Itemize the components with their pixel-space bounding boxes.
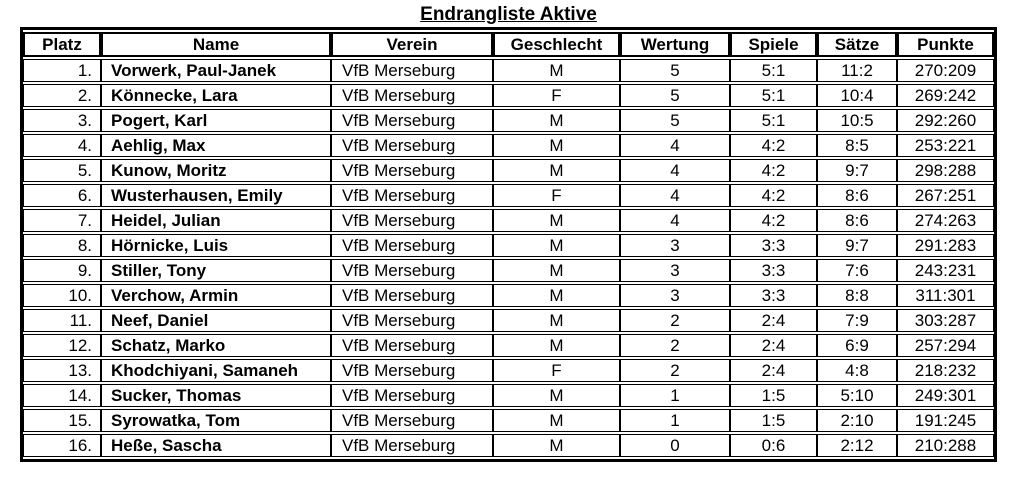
cell-verein: VfB Merseburg (331, 184, 493, 207)
cell-spiele: 3:3 (730, 259, 817, 282)
table-row (23, 234, 994, 257)
cell-wertung: 2 (620, 309, 730, 332)
cell-saetze: 10:5 (817, 109, 897, 132)
cell-saetze: 8:6 (817, 184, 897, 207)
cell-spiele: 2:4 (730, 334, 817, 357)
cell-geschlecht: M (493, 434, 620, 457)
cell-wertung: 1 (620, 384, 730, 407)
cell-saetze: 8:6 (817, 209, 897, 232)
document-title: Endrangliste Aktive (420, 4, 597, 25)
cell-punkte: 270:209 (897, 59, 994, 82)
cell-platz: 13. (23, 359, 101, 382)
cell-saetze: 7:6 (817, 259, 897, 282)
table-row (23, 334, 994, 357)
cell-geschlecht: M (493, 409, 620, 432)
cell-wertung: 3 (620, 284, 730, 307)
table-row (23, 409, 994, 432)
column-header-punkte: Punkte (897, 32, 994, 57)
cell-name: Kunow, Moritz (101, 159, 331, 182)
cell-geschlecht: M (493, 59, 620, 82)
cell-name: Schatz, Marko (101, 334, 331, 357)
cell-saetze: 2:12 (817, 434, 897, 457)
cell-punkte: 274:263 (897, 209, 994, 232)
cell-platz: 2. (23, 84, 101, 107)
cell-geschlecht: M (493, 309, 620, 332)
cell-spiele: 1:5 (730, 409, 817, 432)
cell-name: Wusterhausen, Emily (101, 184, 331, 207)
cell-verein: VfB Merseburg (331, 359, 493, 382)
cell-saetze: 8:5 (817, 134, 897, 157)
cell-spiele: 3:3 (730, 284, 817, 307)
cell-verein: VfB Merseburg (331, 159, 493, 182)
table-row (23, 259, 994, 282)
cell-wertung: 5 (620, 84, 730, 107)
cell-saetze: 10:4 (817, 84, 897, 107)
cell-platz: 4. (23, 134, 101, 157)
cell-saetze: 2:10 (817, 409, 897, 432)
cell-platz: 14. (23, 384, 101, 407)
cell-spiele: 1:5 (730, 384, 817, 407)
cell-saetze: 5:10 (817, 384, 897, 407)
cell-platz: 5. (23, 159, 101, 182)
table-row (23, 384, 994, 407)
cell-verein: VfB Merseburg (331, 259, 493, 282)
cell-name: Syrowatka, Tom (101, 409, 331, 432)
cell-punkte: 191:245 (897, 409, 994, 432)
header-row (23, 32, 994, 57)
cell-geschlecht: M (493, 134, 620, 157)
table-row (23, 434, 994, 457)
cell-saetze: 9:7 (817, 159, 897, 182)
cell-saetze: 4:8 (817, 359, 897, 382)
cell-name: Khodchiyani, Samaneh (101, 359, 331, 382)
cell-platz: 8. (23, 234, 101, 257)
cell-wertung: 3 (620, 259, 730, 282)
column-header-wertung: Wertung (620, 32, 730, 57)
cell-name: Stiller, Tony (101, 259, 331, 282)
cell-verein: VfB Merseburg (331, 284, 493, 307)
cell-punkte: 249:301 (897, 384, 994, 407)
column-header-name: Name (101, 32, 331, 57)
cell-spiele: 2:4 (730, 309, 817, 332)
cell-geschlecht: M (493, 259, 620, 282)
cell-platz: 7. (23, 209, 101, 232)
cell-verein: VfB Merseburg (331, 59, 493, 82)
cell-platz: 3. (23, 109, 101, 132)
cell-saetze: 9:7 (817, 234, 897, 257)
cell-verein: VfB Merseburg (331, 409, 493, 432)
table-row (23, 359, 994, 382)
cell-punkte: 291:283 (897, 234, 994, 257)
cell-verein: VfB Merseburg (331, 384, 493, 407)
cell-saetze: 6:9 (817, 334, 897, 357)
cell-geschlecht: M (493, 209, 620, 232)
cell-spiele: 4:2 (730, 209, 817, 232)
cell-punkte: 253:221 (897, 134, 994, 157)
table-row (23, 184, 994, 207)
table-row (23, 84, 994, 107)
table-row (23, 309, 994, 332)
cell-wertung: 4 (620, 209, 730, 232)
cell-name: Pogert, Karl (101, 109, 331, 132)
cell-spiele: 0:6 (730, 434, 817, 457)
table-row (23, 209, 994, 232)
cell-geschlecht: F (493, 184, 620, 207)
cell-platz: 6. (23, 184, 101, 207)
cell-wertung: 1 (620, 409, 730, 432)
cell-punkte: 269:242 (897, 84, 994, 107)
cell-name: Heße, Sascha (101, 434, 331, 457)
column-header-verein: Verein (331, 32, 493, 57)
cell-saetze: 11:2 (817, 59, 897, 82)
cell-name: Könnecke, Lara (101, 84, 331, 107)
cell-geschlecht: M (493, 334, 620, 357)
cell-punkte: 303:287 (897, 309, 994, 332)
cell-spiele: 4:2 (730, 184, 817, 207)
cell-verein: VfB Merseburg (331, 84, 493, 107)
cell-punkte: 267:251 (897, 184, 994, 207)
cell-punkte: 311:301 (897, 284, 994, 307)
column-header-geschlecht: Geschlecht (493, 32, 620, 57)
cell-verein: VfB Merseburg (331, 109, 493, 132)
cell-geschlecht: M (493, 384, 620, 407)
cell-geschlecht: F (493, 359, 620, 382)
cell-verein: VfB Merseburg (331, 309, 493, 332)
cell-spiele: 4:2 (730, 159, 817, 182)
cell-wertung: 4 (620, 134, 730, 157)
cell-spiele: 4:2 (730, 134, 817, 157)
cell-platz: 9. (23, 259, 101, 282)
cell-verein: VfB Merseburg (331, 334, 493, 357)
cell-name: Vorwerk, Paul-Janek (101, 59, 331, 82)
cell-spiele: 5:1 (730, 59, 817, 82)
cell-punkte: 243:231 (897, 259, 994, 282)
cell-spiele: 3:3 (730, 234, 817, 257)
cell-wertung: 5 (620, 109, 730, 132)
cell-spiele: 5:1 (730, 109, 817, 132)
cell-geschlecht: M (493, 284, 620, 307)
cell-platz: 12. (23, 334, 101, 357)
table-body (23, 59, 994, 457)
cell-wertung: 2 (620, 334, 730, 357)
cell-platz: 11. (23, 309, 101, 332)
column-header-saetze: Sätze (817, 32, 897, 57)
cell-wertung: 3 (620, 234, 730, 257)
cell-spiele: 5:1 (730, 84, 817, 107)
cell-name: Heidel, Julian (101, 209, 331, 232)
cell-platz: 10. (23, 284, 101, 307)
table-row (23, 59, 994, 82)
cell-verein: VfB Merseburg (331, 134, 493, 157)
cell-verein: VfB Merseburg (331, 209, 493, 232)
cell-geschlecht: F (493, 84, 620, 107)
table-row (23, 109, 994, 132)
cell-geschlecht: M (493, 234, 620, 257)
cell-wertung: 5 (620, 59, 730, 82)
cell-saetze: 8:8 (817, 284, 897, 307)
cell-name: Verchow, Armin (101, 284, 331, 307)
cell-name: Hörnicke, Luis (101, 234, 331, 257)
column-header-spiele: Spiele (730, 32, 817, 57)
cell-punkte: 298:288 (897, 159, 994, 182)
cell-name: Aehlig, Max (101, 134, 331, 157)
cell-geschlecht: M (493, 109, 620, 132)
cell-platz: 15. (23, 409, 101, 432)
cell-verein: VfB Merseburg (331, 234, 493, 257)
cell-wertung: 2 (620, 359, 730, 382)
cell-platz: 1. (23, 59, 101, 82)
cell-geschlecht: M (493, 159, 620, 182)
cell-punkte: 292:260 (897, 109, 994, 132)
cell-punkte: 257:294 (897, 334, 994, 357)
cell-saetze: 7:9 (817, 309, 897, 332)
cell-wertung: 4 (620, 159, 730, 182)
cell-punkte: 218:232 (897, 359, 994, 382)
cell-name: Sucker, Thomas (101, 384, 331, 407)
table-row (23, 159, 994, 182)
cell-platz: 16. (23, 434, 101, 457)
cell-spiele: 2:4 (730, 359, 817, 382)
cell-wertung: 4 (620, 184, 730, 207)
ranking-table (20, 27, 997, 462)
table-row (23, 284, 994, 307)
cell-verein: VfB Merseburg (331, 434, 493, 457)
cell-wertung: 0 (620, 434, 730, 457)
column-header-platz: Platz (23, 32, 101, 57)
cell-punkte: 210:288 (897, 434, 994, 457)
cell-name: Neef, Daniel (101, 309, 331, 332)
table-row (23, 134, 994, 157)
